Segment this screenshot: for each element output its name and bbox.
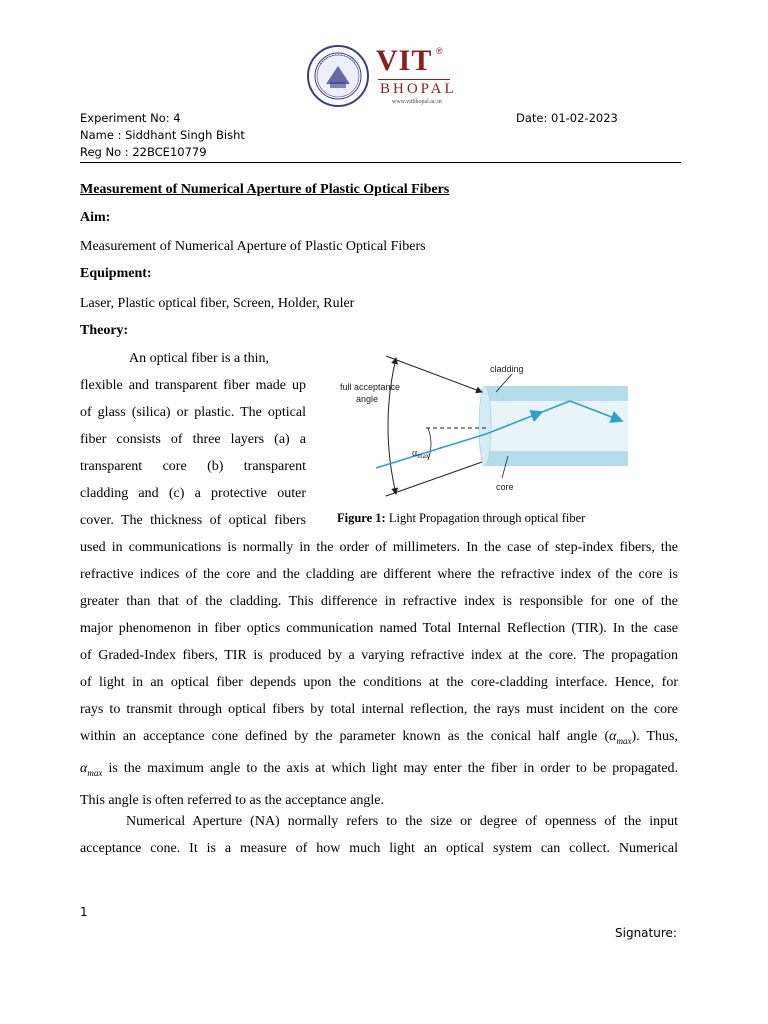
theory-line: This angle is often referred to as the acceptance angle. xyxy=(80,792,384,808)
theory-line: major phenomenon in fiber optics communication named Total Internal Reflection (TIR). In the case xyxy=(80,621,678,636)
alpha-line-post: ). Thus, xyxy=(631,729,678,744)
logo-wordmark: VIT xyxy=(376,44,433,77)
fiber-diagram xyxy=(330,344,632,506)
theory-line: An optical fiber is a thin, xyxy=(129,351,269,366)
na-line: acceptance cone. It is a measure of how much light an optical system can collect. Numerical xyxy=(80,841,678,856)
equipment-text: Laser, Plastic optical fiber, Screen, Holder, Ruler xyxy=(80,296,355,311)
theory-line: greater than that of the cladding. This difference in refractive index is responsible for one of the xyxy=(80,594,678,609)
registration-number: Reg No : 22BCE10779 xyxy=(80,145,207,159)
theory-full-width xyxy=(80,534,678,814)
theory-line: of light in an optical fiber depends upon the conditions at the core-cladding interface. Hence, for xyxy=(80,675,678,690)
document-title: Measurement of Numerical Aperture of Plastic Optical Fibers xyxy=(80,182,450,197)
figure-caption-label: Figure 1: xyxy=(337,511,386,525)
theory-left-column xyxy=(80,345,306,534)
theory-line: used in communications is normally in the order of millimeters. In the case of step-index fibers, the xyxy=(80,540,678,555)
page-number: 1 xyxy=(80,905,88,919)
figure-caption xyxy=(337,511,585,526)
logo-divider xyxy=(378,79,450,80)
header-rule xyxy=(80,162,681,163)
alpha-sub: max xyxy=(87,767,103,778)
label-core: core xyxy=(496,482,514,492)
label-angle: angle xyxy=(356,394,379,404)
alpha-line-pre: within an acceptance cone defined by the parameter known as the conical half angle ( xyxy=(80,729,610,744)
theory-line: rays to transmit through optical fibers by total internal reflection, the rays must incident on the core xyxy=(80,702,678,717)
theory-line: transparent core (b) transparent xyxy=(80,459,306,474)
university-seal-icon xyxy=(306,44,370,108)
student-name: Name : Siddhant Singh Bisht xyxy=(80,128,245,142)
theory-line: cover. The thickness of optical fibers xyxy=(80,513,306,528)
theory-line: of Graded-Index fibers, TIR is produced by a varying refractive index at the core. The propagation xyxy=(80,648,678,663)
aim-heading: Aim: xyxy=(80,210,111,225)
label-cladding: cladding xyxy=(490,364,524,374)
alpha-sub: max xyxy=(616,735,632,746)
experiment-date: Date: 01-02-2023 xyxy=(516,111,618,125)
na-paragraph xyxy=(80,808,678,862)
registered-mark: ® xyxy=(436,46,443,56)
label-alpha-max xyxy=(412,448,430,460)
alpha-symbol: α xyxy=(80,760,88,776)
theory-line: cladding and (c) a protective outer xyxy=(80,486,306,501)
theory-heading: Theory: xyxy=(80,323,129,338)
theory-line xyxy=(80,755,678,787)
label-full-acceptance: full acceptance xyxy=(340,382,401,392)
alpha-line2-post: is the maximum angle to the axis at which light may enter the fiber in order to be propagated. xyxy=(102,760,678,776)
label-alpha-sub: max xyxy=(417,452,430,460)
theory-line: fiber consists of three layers (a) a xyxy=(80,432,306,447)
theory-line: refractive indices of the core and the cladding are different where the refractive index of the core is xyxy=(80,567,678,582)
alpha-symbol: α xyxy=(609,729,617,744)
theory-line: of glass (silica) or plastic. The optical xyxy=(80,405,306,420)
theory-line: flexible and transparent fiber made up xyxy=(80,378,306,393)
logo-campus: BHOPAL xyxy=(380,81,457,97)
na-line: Numerical Aperture (NA) normally refers to the size or degree of openness of the input xyxy=(126,814,678,829)
aim-text: Measurement of Numerical Aperture of Plastic Optical Fibers xyxy=(80,239,426,254)
fiber-end-face xyxy=(479,386,491,466)
figure-caption-text: Light Propagation through optical fiber xyxy=(385,511,586,525)
signature-label: Signature: xyxy=(615,926,677,940)
experiment-number: Experiment No: 4 xyxy=(80,111,181,125)
theory-line xyxy=(80,723,678,755)
logo-url: www.vitbhopal.ac.in xyxy=(392,99,442,105)
equipment-heading: Equipment: xyxy=(80,266,152,281)
label-alpha: α xyxy=(412,448,418,459)
